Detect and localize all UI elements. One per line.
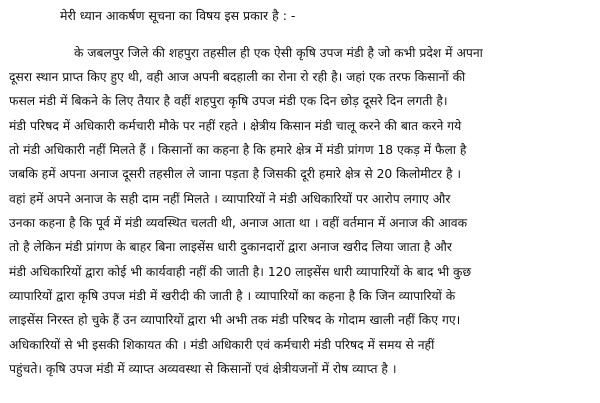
paragraph-line: दूसरा स्थान प्राप्त किए हुए थी, वही आज अपनी बदहाली का रोना रो रही है। जहां एक तरफ किसानों की xyxy=(9,70,466,84)
paragraph-line: उनका कहना है कि पूर्व में मंडी व्यवस्थित चलती थी, अनाज आता था । वहीं वर्तमान में अनाज की आवक xyxy=(9,216,468,230)
paragraph-line: फसल मंडी में बिकने के लिए तैयार है वहीं शहपुरा कृषि उपज मंडी एक दिन छोड़ दूसरे दिन लगती है। xyxy=(9,94,448,108)
paragraph-line: अधिकारियों से भी इसकी शिकायत की । मंडी अधिकारी एवं कर्मचारी मंडी परिषद में समय से नहीं xyxy=(9,338,435,352)
paragraph-line: जबकि हमें अपना अनाज दूसरी तहसील ले जाना पड़ता है जिसकी दूरी हमारे क्षेत्र से 20 किलोमीटर है । xyxy=(9,167,462,181)
paragraph-line: व्यापारियों द्वारा कृषि उपज मंडी में खरीदी की जाती है । व्यापारियों का कहना है कि जिन व्यापारियों के xyxy=(9,289,456,303)
paragraph-line: तो मंडी अधिकारी नहीं मिलते हैं । किसानों का कहना है कि हमारे क्षेत्र में मंडी प्रांगण 18 एकड़ में फैला है xyxy=(9,143,467,157)
paragraph-line: मंडी अधिकारियों द्वारा कोई भी कार्यवाही नहीं की जाती है। 120 लाइसेंस धारी व्यापारियों के बाद भी कुछ xyxy=(9,265,472,279)
paragraph-line: पहुंचते। कृषि उपज मंडी में व्याप्त अव्यवस्था से किसानों एवं क्षेत्रीयजनों में रोष व्याप्त है । xyxy=(9,362,397,376)
paragraph-line: लाइसेंस निरस्त हो चुके हैं उन व्यापारियों द्वारा भी अभी तक मंडी परिषद के गोदाम खाली नहीं किए गए। xyxy=(9,313,461,327)
paragraph-line: तो है लेकिन मंडी प्रांगण के बाहर बिना लाइसेंस धारी दुकानदारों द्वारा अनाज खरीद लिया जाता है और xyxy=(9,240,452,254)
paragraph-line: के जबलपुर जिले की शहपुरा तहसील ही एक ऐसी कृषि उपज मंडी है जो कभी प्रदेश में अपना xyxy=(74,46,483,60)
subject-heading: मेरी ध्यान आकर्षण सूचना का विषय इस प्रकार है : - xyxy=(60,8,296,23)
paragraph-line: वहां हमें अपने अनाज के सही दाम नहीं मिलते । व्यापारियों ने मंडी अधिकारियों पर आरोप लगाए और xyxy=(9,192,451,206)
paragraph-line: मंडी परिषद में अधिकारी कर्मचारी मौके पर नहीं रहते । क्षेत्रीय किसान मंडी चालू करने की बात करने गये xyxy=(9,119,462,133)
